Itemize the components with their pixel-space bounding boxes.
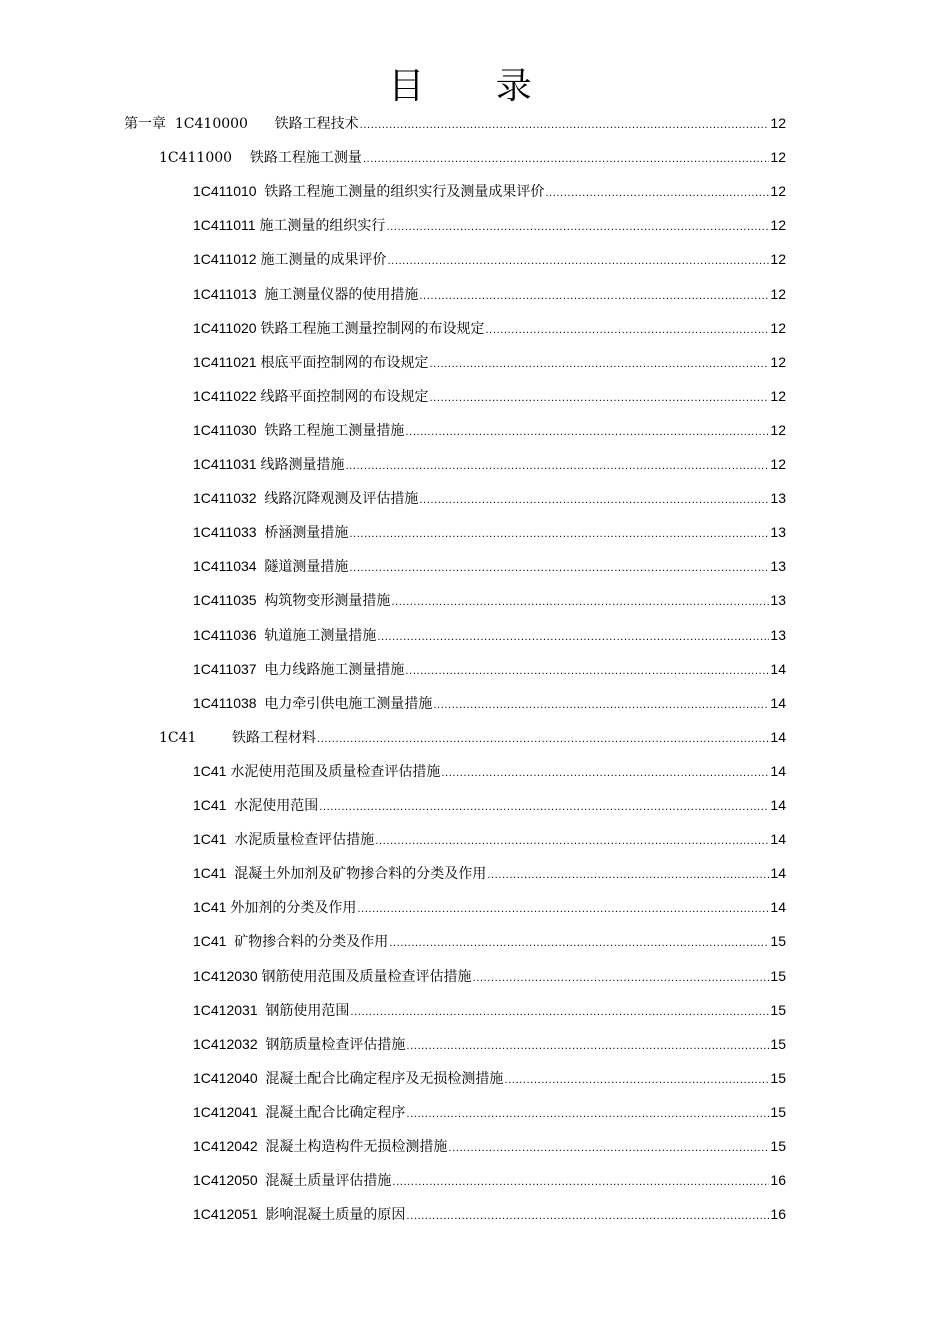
toc-entry[interactable] bbox=[193, 415, 786, 445]
toc-leader-dots bbox=[429, 384, 769, 414]
toc-entry[interactable] bbox=[193, 279, 786, 309]
toc-entry[interactable] bbox=[193, 926, 786, 956]
toc-leader-dots bbox=[485, 316, 769, 346]
toc-entry-code: 1C411035 bbox=[193, 592, 265, 609]
toc-leader-dots bbox=[392, 1168, 769, 1198]
toc-entry[interactable] bbox=[193, 1131, 786, 1161]
toc-leader-dots bbox=[406, 1032, 769, 1062]
toc-entry[interactable] bbox=[193, 176, 786, 206]
toc-entry[interactable] bbox=[193, 551, 786, 581]
toc-entry-title: 混凝土外加剂及矿物掺合料的分类及作用 bbox=[234, 866, 487, 883]
toc-leader-dots bbox=[473, 964, 770, 994]
toc-leader-dots bbox=[406, 1202, 769, 1232]
toc-page-number: 13 bbox=[770, 490, 786, 507]
toc-leader-dots bbox=[391, 588, 769, 618]
toc-entry[interactable] bbox=[193, 1029, 786, 1059]
toc-page-number: 13 bbox=[770, 558, 786, 575]
toc-leader-dots bbox=[345, 452, 769, 482]
toc-leader-dots bbox=[386, 213, 769, 243]
toc-entry-title: 铁路工程施工测量措施 bbox=[264, 422, 405, 439]
toc-entry[interactable] bbox=[193, 347, 786, 377]
toc-entry[interactable] bbox=[159, 142, 786, 172]
toc-entry-title: 轨道施工测量措施 bbox=[264, 627, 377, 644]
toc-entry-code: 1C41 bbox=[193, 865, 235, 882]
toc-leader-dots bbox=[405, 418, 769, 448]
toc-page-number: 14 bbox=[770, 797, 786, 813]
toc-leader-dots bbox=[406, 1100, 769, 1130]
toc-page-number: 12 bbox=[770, 149, 786, 166]
toc-leader-dots bbox=[419, 282, 769, 312]
toc-leader-dots bbox=[375, 827, 769, 857]
toc-page-number: 12 bbox=[770, 353, 786, 370]
toc-entry-code: 1C411021 bbox=[193, 353, 261, 370]
toc-entry-title: 水泥质量检查评估措施 bbox=[234, 832, 375, 849]
toc-page-number: 14 bbox=[770, 865, 786, 882]
toc-page-number: 15 bbox=[770, 1138, 786, 1154]
toc-page-number: 12 bbox=[770, 217, 786, 234]
toc-entry-title: 构筑物变形测量措施 bbox=[264, 593, 391, 610]
toc-entry-code: 1C41 bbox=[193, 762, 231, 779]
toc-entry-title: 线路沉降观测及评估措施 bbox=[264, 491, 419, 508]
toc-entry[interactable] bbox=[193, 688, 786, 718]
toc-entry-title: 水泥使用范围及质量检查评估措施 bbox=[230, 763, 441, 780]
toc-entry-code: 1C41 bbox=[193, 899, 231, 916]
toc-entry[interactable] bbox=[193, 483, 786, 513]
toc-page-number: 15 bbox=[770, 1035, 786, 1052]
toc-entry-code: 1C412030 bbox=[193, 967, 262, 984]
toc-page-number: 12 bbox=[770, 421, 786, 438]
toc-page-number: 12 bbox=[770, 319, 786, 336]
toc-page-number: 12 bbox=[770, 285, 786, 302]
toc-entry-title: 施工测量的成果评价 bbox=[260, 252, 387, 269]
toc-leader-dots bbox=[377, 623, 769, 653]
toc-entry[interactable] bbox=[193, 961, 786, 991]
toc-entry-title: 铁路工程技术 bbox=[274, 116, 359, 132]
toc-entry[interactable] bbox=[193, 313, 786, 343]
toc-leader-dots bbox=[389, 929, 769, 959]
toc-page-number: 14 bbox=[770, 899, 786, 916]
toc-entry-code: 第一章 1C410000 bbox=[124, 116, 275, 132]
toc-entry-title: 外加剂的分类及作用 bbox=[230, 900, 357, 917]
toc-entry-code: 1C412031 bbox=[193, 1001, 266, 1018]
toc-entry-code: 1C411037 bbox=[193, 660, 265, 677]
toc-page-number: 13 bbox=[770, 592, 786, 609]
toc-leader-dots bbox=[487, 861, 769, 891]
toc-entry-title: 钢筋使用范围 bbox=[265, 1002, 350, 1019]
toc-entry-code: 1C411000 bbox=[159, 150, 250, 167]
toc-page-number: 14 bbox=[770, 660, 786, 677]
toc-entry[interactable] bbox=[124, 108, 786, 138]
toc-entry-code: 1C412040 bbox=[193, 1069, 266, 1086]
toc-entry-title: 铁路工程施工测量 bbox=[249, 150, 362, 167]
toc-entry-code: 1C411032 bbox=[193, 490, 265, 507]
toc-entry[interactable] bbox=[193, 210, 786, 240]
toc-entry-code: 1C411011 bbox=[193, 217, 260, 234]
toc-page-number: 14 bbox=[770, 831, 786, 848]
toc-entry[interactable] bbox=[193, 654, 786, 684]
toc-entry[interactable] bbox=[193, 892, 786, 922]
toc-entry-code: 1C411038 bbox=[193, 694, 265, 711]
toc-entry-code: 1C411012 bbox=[193, 251, 261, 268]
toc-page-number: 12 bbox=[770, 115, 786, 131]
toc-entry[interactable] bbox=[193, 995, 786, 1025]
toc-page-number: 15 bbox=[770, 967, 786, 984]
toc-entry[interactable] bbox=[193, 517, 786, 547]
toc-entry-code: 1C411030 bbox=[193, 421, 265, 438]
toc-page-number: 12 bbox=[770, 387, 786, 404]
toc-page-number: 15 bbox=[770, 933, 786, 950]
toc-leader-dots bbox=[405, 657, 769, 687]
toc-entry[interactable] bbox=[193, 381, 786, 411]
toc-entry-title: 水泥使用范围 bbox=[234, 798, 319, 814]
toc-entry-title: 影响混凝土质量的原因 bbox=[265, 1207, 406, 1224]
toc-entry-title: 施工测量仪器的使用措施 bbox=[264, 286, 419, 303]
toc-entry-code: 1C41 bbox=[193, 831, 235, 848]
toc-leader-dots bbox=[349, 554, 769, 584]
toc-entry-code: 1C41 bbox=[193, 933, 235, 950]
toc-leader-dots bbox=[360, 111, 770, 141]
toc-entry-code: 1C411013 bbox=[193, 285, 265, 302]
toc-page-number: 15 bbox=[770, 1103, 786, 1120]
toc-entry-title: 桥涵测量措施 bbox=[264, 525, 349, 542]
toc-entry[interactable] bbox=[193, 449, 786, 479]
toc-entry[interactable] bbox=[193, 1199, 786, 1229]
toc-entry-title: 铁路工程材料 bbox=[232, 729, 317, 746]
toc-entry-title: 混凝土配合比确定程序 bbox=[265, 1104, 406, 1121]
toc-entry-title: 混凝土构造构件无损检测措施 bbox=[265, 1139, 448, 1155]
page-title: 目 录 bbox=[388, 66, 562, 107]
toc-entry-code: 1C411033 bbox=[193, 524, 265, 541]
toc-entry-code: 1C412041 bbox=[193, 1103, 266, 1120]
toc-page-number: 14 bbox=[770, 694, 786, 711]
toc-leader-dots bbox=[441, 759, 769, 789]
toc-entry[interactable] bbox=[193, 790, 786, 820]
toc-leader-dots bbox=[545, 179, 769, 209]
toc-entry-title: 线路测量措施 bbox=[260, 457, 345, 473]
toc-entry-code: 1C41 bbox=[159, 729, 233, 746]
toc-entry-code: 1C411036 bbox=[193, 626, 265, 643]
toc-entry-code: 1C411031 bbox=[193, 456, 261, 472]
toc-page-number: 12 bbox=[770, 251, 786, 268]
toc-page-number: 15 bbox=[770, 1001, 786, 1018]
toc-entry[interactable] bbox=[193, 858, 786, 888]
toc-page-number: 13 bbox=[770, 524, 786, 541]
toc-leader-dots bbox=[504, 1066, 769, 1096]
toc-entry-code: 1C41 bbox=[193, 797, 235, 813]
toc-entry-title: 钢筋质量检查评估措施 bbox=[265, 1036, 406, 1053]
toc-leader-dots bbox=[429, 350, 769, 380]
toc-entry-code: 1C411010 bbox=[193, 183, 265, 200]
toc-entry-title: 钢筋使用范围及质量检查评估措施 bbox=[261, 968, 472, 985]
toc-leader-dots bbox=[419, 486, 769, 516]
toc-page-number: 16 bbox=[770, 1172, 786, 1189]
toc-leader-dots bbox=[387, 247, 769, 277]
toc-leader-dots bbox=[363, 145, 770, 175]
toc-leader-dots bbox=[357, 895, 769, 925]
toc-entry[interactable] bbox=[193, 824, 786, 854]
toc-page-number: 13 bbox=[770, 626, 786, 643]
toc-page-number: 14 bbox=[770, 728, 786, 745]
toc-entry[interactable] bbox=[193, 1165, 786, 1195]
toc-entry-code: 1C412051 bbox=[193, 1206, 266, 1223]
toc-leader-dots bbox=[433, 691, 769, 721]
toc-leader-dots bbox=[350, 998, 769, 1028]
toc-page-number: 16 bbox=[770, 1206, 786, 1223]
toc-leader-dots bbox=[349, 520, 769, 550]
toc-entry-code: 1C412050 bbox=[193, 1172, 266, 1189]
toc-entry-title: 混凝土质量评估措施 bbox=[265, 1173, 392, 1190]
toc-page-number: 14 bbox=[770, 762, 786, 779]
toc-entry-code: 1C412042 bbox=[193, 1138, 266, 1154]
toc-page-number: 12 bbox=[770, 456, 786, 472]
toc-entry-code: 1C411022 bbox=[193, 387, 261, 404]
toc-entry-code: 1C411020 bbox=[193, 319, 261, 336]
toc-leader-dots bbox=[448, 1134, 769, 1164]
toc-entry-title: 线路平面控制网的布设规定 bbox=[260, 388, 429, 405]
toc-leader-dots bbox=[317, 725, 769, 755]
toc-entry[interactable] bbox=[193, 1063, 786, 1093]
toc-entry[interactable] bbox=[193, 585, 786, 615]
toc-entry-code: 1C411034 bbox=[193, 558, 265, 575]
toc-leader-dots bbox=[319, 793, 769, 823]
toc-entry-title: 铁路工程施工测量控制网的布设规定 bbox=[260, 320, 485, 337]
toc-entry[interactable] bbox=[193, 620, 786, 650]
toc-page-number: 15 bbox=[770, 1069, 786, 1086]
toc-entry-title: 电力牵引供电施工测量措施 bbox=[264, 695, 433, 712]
toc-entry[interactable] bbox=[193, 1097, 786, 1127]
toc-entry-title: 铁路工程施工测量的组织实行及测量成果评价 bbox=[264, 184, 545, 201]
toc-entry-title: 混凝土配合比确定程序及无损检测措施 bbox=[265, 1070, 504, 1087]
toc-entry-title: 根底平面控制网的布设规定 bbox=[260, 354, 429, 371]
toc-entry[interactable] bbox=[159, 722, 786, 752]
toc-entry-title: 隧道测量措施 bbox=[264, 559, 349, 576]
toc-entry-title: 电力线路施工测量措施 bbox=[264, 661, 405, 678]
toc-entry-title: 矿物掺合料的分类及作用 bbox=[234, 934, 389, 951]
toc-entry[interactable] bbox=[193, 244, 786, 274]
toc-entry[interactable] bbox=[193, 756, 786, 786]
toc-entry-code: 1C412032 bbox=[193, 1035, 266, 1052]
toc-page-number: 12 bbox=[770, 183, 786, 200]
toc-entry-title: 施工测量的组织实行 bbox=[259, 218, 386, 235]
